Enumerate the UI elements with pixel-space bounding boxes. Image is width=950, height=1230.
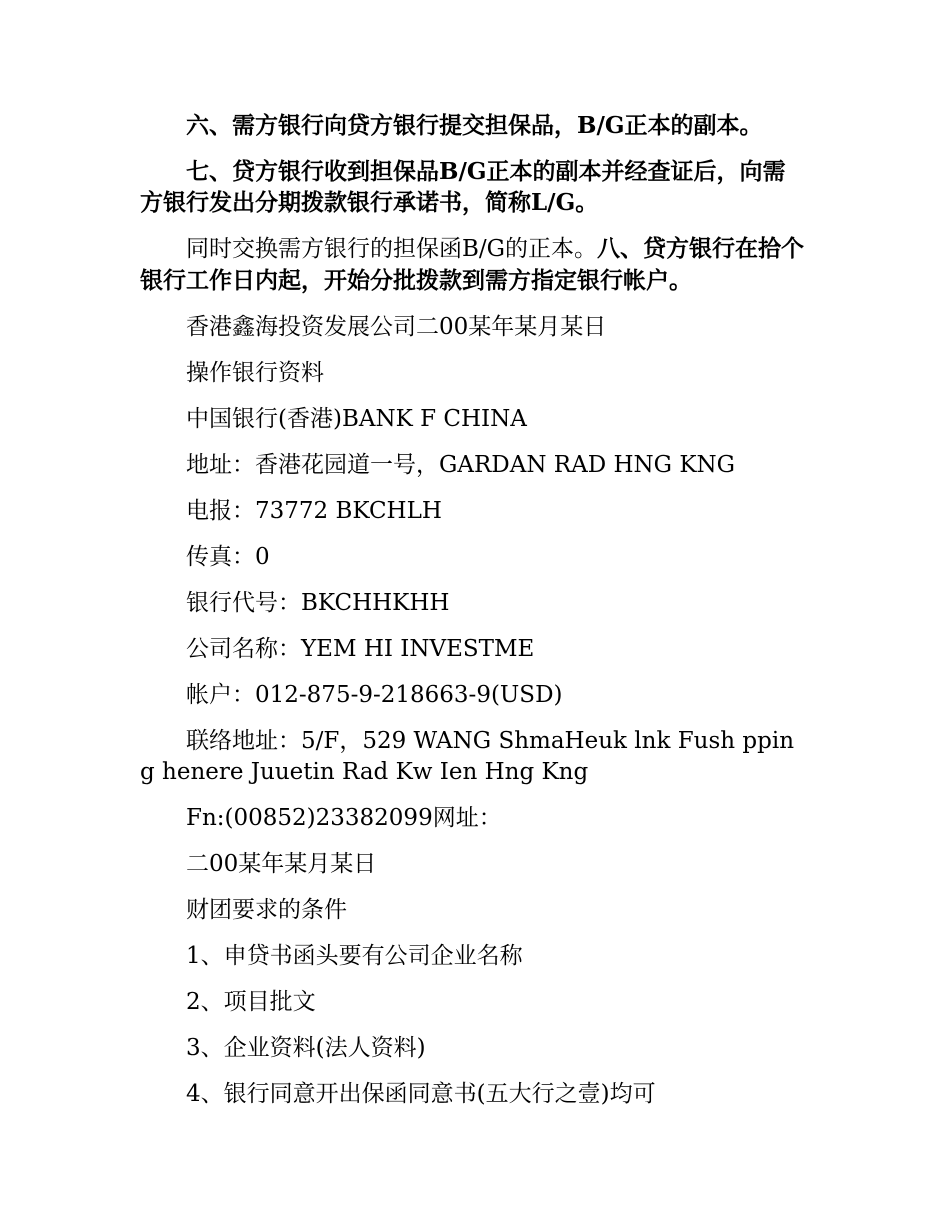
bank-code-line: 银行代号：BKCHHKHH	[186, 590, 450, 616]
fax-line: 传真：0	[186, 544, 270, 570]
bank-name-line: 中国银行(香港)BANK F CHINA	[186, 406, 527, 432]
exchange-text: 同时交换需方银行的担保函B/G的正本。	[186, 236, 598, 262]
paragraph-seven: 七、贷方银行收到担保品B/G正本的副本并经查证后，向需方银行发出分期拨款银行承诺书，简称L/G。	[140, 158, 786, 216]
conditions-title: 财团要求的条件	[186, 897, 347, 923]
condition-item: 4、银行同意开出保函同意书(五大行之壹)均可	[186, 1081, 656, 1107]
contact-address-line: 联络地址：5/F，529 WANG ShmaHeuk lnk Fush pping henere Juuetin Rad Kw Ien Hng Kng	[140, 728, 795, 785]
paragraph-exchange	[140, 233, 805, 297]
bank-info-title: 操作银行资料	[186, 360, 324, 386]
condition-item: 3、企业资料(法人资料)	[186, 1035, 426, 1061]
company-date-line: 香港鑫海投资发展公司二00某年某月某日	[186, 314, 607, 340]
address-line: 地址：香港花园道一号，GARDAN RAD HNG KNG	[186, 452, 736, 478]
paragraph-eight: 八、贷方银行在拾个银行工作日内起，开始分批拨款到需方指定银行帐户。	[140, 235, 805, 294]
condition-item: 2、项目批文	[186, 989, 316, 1015]
paragraph-six: 六、需方银行向贷方银行提交担保品，B/G正本的副本。	[186, 112, 763, 139]
company-name-line: 公司名称：YEM HI INVESTME	[186, 636, 535, 662]
telegraph-line: 电报：73772 BKCHLH	[186, 498, 442, 524]
date-line: 二00某年某月某日	[186, 851, 377, 877]
account-line: 帐户：012-875-9-218663-9(USD)	[186, 682, 563, 708]
phone-web-line: Fn:(00852)23382099网址：	[186, 805, 502, 831]
document-page	[140, 110, 805, 1125]
condition-item: 1、申贷书函头要有公司企业名称	[186, 943, 523, 969]
